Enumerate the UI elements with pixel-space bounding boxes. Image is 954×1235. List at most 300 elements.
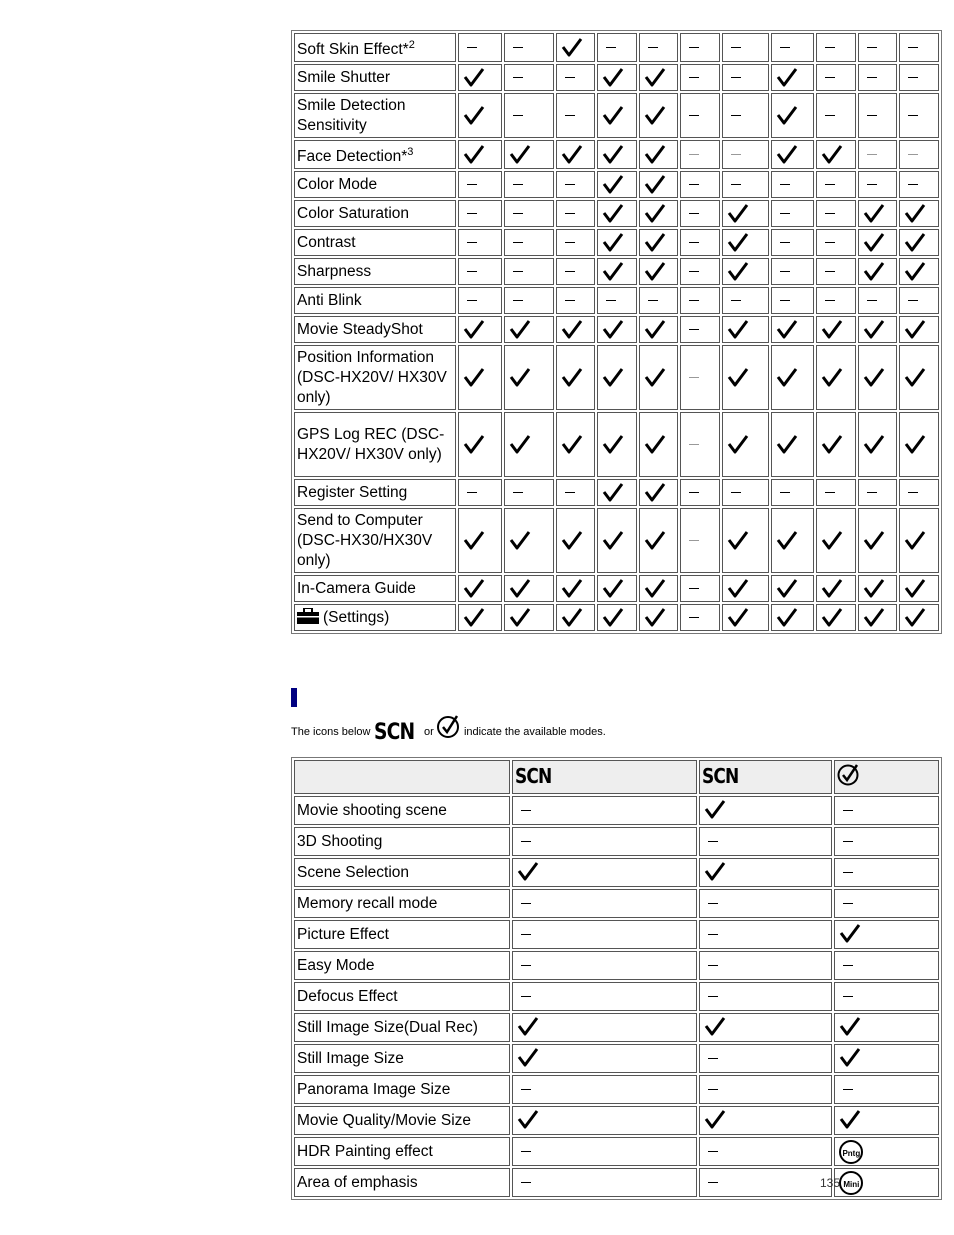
dash-mark [731,77,741,79]
table-cell [771,171,815,198]
dash-mark [708,934,718,936]
table-cell [512,827,697,856]
dash-mark [731,47,741,49]
dash-mark [708,841,718,843]
table-row [294,575,939,602]
table-cell [858,316,898,343]
intro-text [291,713,606,745]
dash-mark [731,115,741,117]
table-cell [680,140,720,169]
dash-mark [521,996,531,998]
check-icon [463,580,485,597]
check-icon [727,234,749,251]
check-icon [863,532,885,549]
dash-mark [565,77,575,79]
table-cell [858,258,898,285]
table-cell [834,951,939,980]
row-label [294,951,510,980]
check-icon [561,39,583,56]
table-cell [680,604,720,631]
dash-mark [708,1151,718,1153]
check-icon [704,864,726,881]
check-icon [602,369,624,386]
check-icon [509,321,531,338]
dash-mark [843,965,853,967]
table-cell [858,140,898,169]
table-row [294,1075,939,1104]
table-cell [816,140,856,169]
check-icon [602,580,624,597]
row-label-text: In-Camera Guide [297,579,416,597]
check-icon [727,532,749,549]
row-label [294,33,456,62]
check-icon [602,107,624,124]
check-icon [904,532,926,549]
table-cell [556,508,596,573]
dash-mark [867,184,877,186]
table-cell [680,412,720,477]
table-row [294,951,939,980]
check-icon [517,1050,539,1067]
table-cell [722,412,769,477]
dash-mark [689,444,699,446]
dash-mark [689,213,699,215]
table-cell [816,64,856,91]
row-label-text: Color Mode [297,175,378,193]
table-cell [722,508,769,573]
dash-mark [825,184,835,186]
dash-mark [565,115,575,117]
table-cell [556,345,596,410]
table-cell [699,796,832,825]
dash-mark [825,213,835,215]
row-label [294,575,456,602]
table-cell [512,1013,697,1042]
table-row [294,796,939,825]
dash-mark [780,184,790,186]
table-cell [458,258,502,285]
table-cell [699,1106,832,1135]
table-cell [597,316,637,343]
dash-mark [521,1089,531,1091]
row-label-text: Easy Mode [297,956,375,974]
dash-mark [731,300,741,302]
table-cell [504,33,554,62]
table-cell [858,200,898,227]
table-cell [699,827,832,856]
table-cell [556,287,596,314]
check-icon [863,580,885,597]
table-cell [680,316,720,343]
table-cell [680,508,720,573]
check-icon [776,146,798,163]
row-label-text: Movie Quality/Movie Size [297,1111,472,1129]
dash-mark [513,115,523,117]
table-cell [597,140,637,169]
table-cell [816,479,856,506]
check-icon [776,609,798,626]
table-cell [639,258,679,285]
table-cell [899,316,939,343]
table-cell [639,479,679,506]
dash-mark [565,242,575,244]
dash-mark [521,934,531,936]
dash-mark [825,271,835,273]
check-icon [644,176,666,193]
check-icon [727,321,749,338]
table-cell [458,316,502,343]
check-icon [704,1019,726,1036]
table-cell [504,258,554,285]
table-cell [639,64,679,91]
table-cell [834,796,939,825]
check-icon [644,580,666,597]
dash-mark [689,77,699,79]
dash-mark [467,47,477,49]
table-cell [504,200,554,227]
check-icon [863,436,885,453]
dash-mark [513,184,523,186]
check-icon [463,436,485,453]
check-icon [644,436,666,453]
table-cell [639,200,679,227]
check-icon [561,609,583,626]
table-cell [722,171,769,198]
row-label [294,229,456,256]
table-cell [834,827,939,856]
check-icon [839,1050,861,1067]
table-row [294,858,939,887]
dash-mark [521,965,531,967]
table-cell [858,229,898,256]
table-cell [680,64,720,91]
table-cell [858,64,898,91]
table-cell [512,858,697,887]
dash-mark [565,271,575,273]
check-icon [776,580,798,597]
feature-table-1 [291,30,942,634]
table-cell [680,479,720,506]
table-cell [899,287,939,314]
row-label-text: (Settings) [323,608,390,626]
row-label [294,479,456,506]
check-icon [839,1112,861,1129]
table-cell [722,316,769,343]
table-cell [899,171,939,198]
dash-mark [825,115,835,117]
table-cell [556,200,596,227]
row-label [294,796,510,825]
dash-mark [513,242,523,244]
table-cell [680,229,720,256]
table-cell [639,316,679,343]
row-label-text: Send to Computer (DSC-HX30/HX30V only) [297,511,433,569]
table-cell [816,345,856,410]
dash-mark [843,903,853,905]
check-icon [644,146,666,163]
check-icon [463,146,485,163]
dash-mark [689,242,699,244]
table-cell [722,200,769,227]
row-label [294,889,510,918]
table-cell [512,796,697,825]
table-cell [504,345,554,410]
row-label [294,258,456,285]
table-cell [699,1044,832,1073]
table-cell [899,575,939,602]
table-row [294,200,939,227]
table-cell [512,982,697,1011]
check-icon [839,926,861,943]
table-cell [771,412,815,477]
table-cell [458,171,502,198]
table-cell [597,64,637,91]
check-icon [904,234,926,251]
table-cell [771,140,815,169]
table-cell [771,258,815,285]
dash-mark [521,810,531,812]
table-cell [816,200,856,227]
intro-middle: or [424,726,434,738]
table-cell [834,889,939,918]
check-icon [463,609,485,626]
row-label-text: GPS Log REC (DSC-HX20V/ HX30V only) [297,425,445,463]
table-cell [597,33,637,62]
row-label [294,604,456,631]
row-label-text: Defocus Effect [297,987,398,1005]
feature-table-2 [291,757,942,1200]
dash-mark [689,588,699,590]
row-label-text: Area of emphasis [297,1173,418,1191]
dash-mark [648,47,658,49]
table-cell [458,345,502,410]
dash-mark [565,300,575,302]
table-row [294,229,939,256]
check-icon [904,580,926,597]
dash-mark [689,329,699,331]
table-cell [699,1075,832,1104]
table-cell [556,258,596,285]
table-cell [771,33,815,62]
table-cell [512,1075,697,1104]
picture-effect-icon [437,713,461,739]
row-label [294,93,456,138]
table-cell [597,171,637,198]
table-cell [504,287,554,314]
table-cell [504,140,554,169]
dash-mark [708,996,718,998]
table-cell [556,33,596,62]
table-cell [834,1137,939,1166]
check-icon [821,580,843,597]
table-cell [771,604,815,631]
row-label [294,1168,510,1197]
check-icon [602,263,624,280]
dash-mark [731,154,741,156]
row-label-text: Smile Detection Sensitivity [297,96,406,134]
table-cell [771,479,815,506]
dash-mark [825,47,835,49]
table-row [294,171,939,198]
check-icon [904,369,926,386]
table-cell [722,258,769,285]
table-cell [834,1075,939,1104]
row-label-text: 3D Shooting [297,832,383,850]
table-row [294,920,939,949]
table-row [294,345,939,410]
dash-mark [521,1151,531,1153]
table-cell [504,171,554,198]
table-cell [816,575,856,602]
check-icon [602,484,624,501]
table-cell [504,64,554,91]
dash-mark [708,1058,718,1060]
dash-mark [467,213,477,215]
table-cell [858,287,898,314]
row-label [294,200,456,227]
check-icon [776,369,798,386]
row-label [294,508,456,573]
check-icon [644,205,666,222]
table2-header-empty [294,760,510,794]
check-icon [517,1019,539,1036]
check-icon [821,609,843,626]
table-row [294,93,939,138]
dash-mark [843,810,853,812]
table-cell [597,508,637,573]
check-icon [602,69,624,86]
table-cell [458,229,502,256]
table-row [294,1137,939,1166]
intro-before: The icons below [291,726,371,738]
dash-mark [467,184,477,186]
table-row [294,1106,939,1135]
row-label [294,1044,510,1073]
table-cell [680,575,720,602]
table-cell [858,508,898,573]
check-icon [463,321,485,338]
check-icon [644,532,666,549]
scn-icon: SCN [373,720,414,745]
table-cell [816,33,856,62]
table-row [294,33,939,62]
table-cell [834,982,939,1011]
row-label-text: Scene Selection [297,863,410,881]
dash-mark [780,213,790,215]
dash-mark [689,47,699,49]
table-cell [639,604,679,631]
table-cell [722,287,769,314]
check-icon [644,263,666,280]
check-icon [727,369,749,386]
table-cell [699,1013,832,1042]
check-icon [727,205,749,222]
row-label-text: Soft Skin Effect* [297,41,409,59]
dash-mark [513,213,523,215]
table-cell [771,508,815,573]
check-icon [904,321,926,338]
dash-mark [467,271,477,273]
table-cell [639,508,679,573]
table-cell [556,229,596,256]
table-cell [597,345,637,410]
dash-mark [908,47,918,49]
table-cell [504,575,554,602]
table2-header-scn-2: SCN [699,760,832,794]
row-label [294,1106,510,1135]
table-cell [858,345,898,410]
table-cell [512,1044,697,1073]
row-label [294,1013,510,1042]
row-label-text: Still Image Size(Dual Rec) [297,1018,478,1036]
check-icon [704,1112,726,1129]
footnote-marker: 3 [407,146,414,159]
table-cell [597,200,637,227]
row-label-text: Memory recall mode [297,894,438,912]
table-cell [680,93,720,138]
table-cell [597,479,637,506]
table-cell [556,171,596,198]
row-label [294,316,456,343]
row-label-text: Sharpness [297,262,372,280]
table-cell [639,229,679,256]
table-row [294,508,939,573]
table2-header-scn-1: SCN [512,760,697,794]
row-label [294,345,456,410]
table-row [294,479,939,506]
table-cell [834,1013,939,1042]
table-row [294,64,939,91]
row-label-text: Still Image Size [297,1049,404,1067]
check-icon [509,369,531,386]
dash-mark [708,903,718,905]
dash-mark [521,903,531,905]
dash-mark [867,492,877,494]
check-icon [904,436,926,453]
check-icon [821,321,843,338]
check-icon [644,321,666,338]
table-cell [556,575,596,602]
table-cell [458,140,502,169]
table-cell [771,229,815,256]
dash-mark [825,300,835,302]
row-label-text: Anti Blink [297,291,362,309]
page-number: 135 [820,1176,841,1190]
table-row [294,1168,939,1197]
table-cell [858,33,898,62]
check-icon [776,436,798,453]
check-icon [561,436,583,453]
check-icon [463,107,485,124]
table-cell [816,229,856,256]
dash-mark [565,213,575,215]
check-icon [904,205,926,222]
table-cell [699,1168,832,1197]
dash-mark [689,271,699,273]
table-cell [722,140,769,169]
check-icon [463,532,485,549]
table-cell [680,345,720,410]
dash-mark [521,841,531,843]
check-icon [463,69,485,86]
table-cell [816,412,856,477]
check-icon [644,69,666,86]
table-cell [858,171,898,198]
check-icon [509,436,531,453]
dash-mark [689,617,699,619]
table-row [294,1013,939,1042]
table-row [294,258,939,285]
